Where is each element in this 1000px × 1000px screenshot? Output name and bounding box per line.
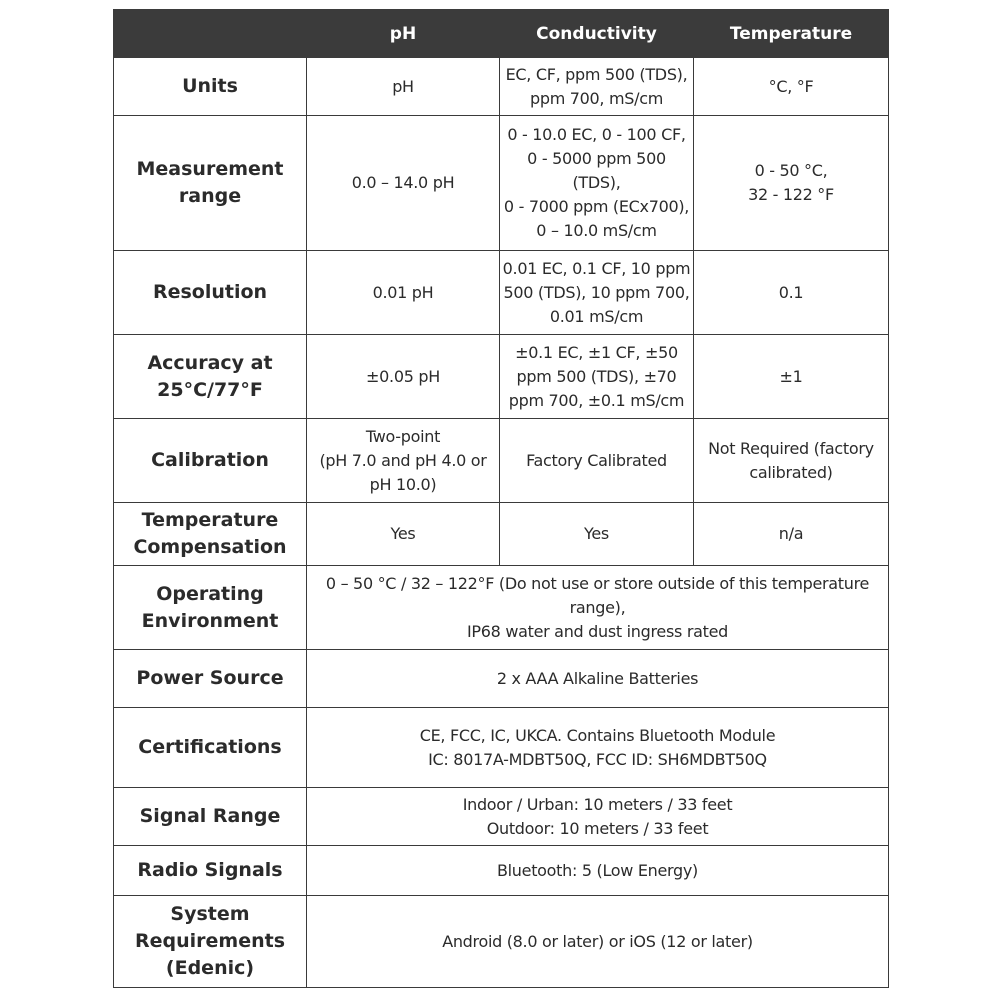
row-label-system-requirements: System Requirements (Edenic) bbox=[114, 896, 307, 988]
table-row-measurement-range bbox=[114, 116, 889, 251]
table-row-units bbox=[114, 58, 889, 116]
cell-units-ph: pH bbox=[307, 58, 500, 116]
row-label-temperature-compensation: Temperature Compensation bbox=[114, 503, 307, 566]
cell-calibration-ph: Two-point (pH 7.0 and pH 4.0 or pH 10.0) bbox=[307, 419, 500, 503]
row-label-resolution: Resolution bbox=[114, 251, 307, 335]
cell-calibration-conductivity: Factory Calibrated bbox=[500, 419, 694, 503]
header-row bbox=[114, 10, 889, 58]
table-row-signal-range bbox=[114, 788, 889, 846]
row-label-measurement-range: Measurement range bbox=[114, 116, 307, 251]
table-row-accuracy bbox=[114, 335, 889, 419]
row-label-certifications: Certifications bbox=[114, 708, 307, 788]
table-row-certifications bbox=[114, 708, 889, 788]
cell-signal-range: Indoor / Urban: 10 meters / 33 feet Outdoor: 10 meters / 33 feet bbox=[307, 788, 889, 846]
table-row-calibration bbox=[114, 419, 889, 503]
cell-calibration-temperature: Not Required (factory calibrated) bbox=[694, 419, 889, 503]
table-row-temperature-compensation bbox=[114, 503, 889, 566]
row-label-units: Units bbox=[114, 58, 307, 116]
cell-range-conductivity: 0 - 10.0 EC, 0 - 100 CF, 0 - 5000 ppm 500 (TDS), 0 - 7000 ppm (ECx700), 0 – 10.0 mS/cm bbox=[500, 116, 694, 251]
table-row-system-requirements bbox=[114, 896, 889, 988]
spec-table bbox=[113, 9, 889, 988]
row-label-power-source: Power Source bbox=[114, 650, 307, 708]
cell-range-temperature: 0 - 50 °C, 32 - 122 °F bbox=[694, 116, 889, 251]
cell-units-conductivity: EC, CF, ppm 500 (TDS), ppm 700, mS/cm bbox=[500, 58, 694, 116]
row-label-signal-range: Signal Range bbox=[114, 788, 307, 846]
table-row-radio-signals bbox=[114, 846, 889, 896]
row-label-operating-environment: Operating Environment bbox=[114, 566, 307, 650]
cell-compensation-temperature: n/a bbox=[694, 503, 889, 566]
col-header-temperature: Temperature bbox=[694, 10, 889, 58]
cell-compensation-ph: Yes bbox=[307, 503, 500, 566]
cell-certifications: CE, FCC, IC, UKCA. Contains Bluetooth Module IC: 8017A-MDBT50Q, FCC ID: SH6MDBT50Q bbox=[307, 708, 889, 788]
cell-accuracy-ph: ±0.05 pH bbox=[307, 335, 500, 419]
row-label-radio-signals: Radio Signals bbox=[114, 846, 307, 896]
cell-system-requirements: Android (8.0 or later) or iOS (12 or later) bbox=[307, 896, 889, 988]
table-row-operating-environment bbox=[114, 566, 889, 650]
row-label-accuracy: Accuracy at 25°C/77°F bbox=[114, 335, 307, 419]
row-label-calibration: Calibration bbox=[114, 419, 307, 503]
cell-units-temperature: °C, °F bbox=[694, 58, 889, 116]
cell-accuracy-conductivity: ±0.1 EC, ±1 CF, ±50 ppm 500 (TDS), ±70 ppm 700, ±0.1 mS/cm bbox=[500, 335, 694, 419]
col-header-conductivity: Conductivity bbox=[500, 10, 694, 58]
cell-resolution-conductivity: 0.01 EC, 0.1 CF, 10 ppm 500 (TDS), 10 ppm 700, 0.01 mS/cm bbox=[500, 251, 694, 335]
table-row-resolution bbox=[114, 251, 889, 335]
cell-radio-signals: Bluetooth: 5 (Low Energy) bbox=[307, 846, 889, 896]
header-corner bbox=[114, 10, 307, 58]
cell-operating-environment: 0 – 50 °C / 32 – 122°F (Do not use or store outside of this temperature range), IP68 water and dust ingress rated bbox=[307, 566, 889, 650]
cell-power-source: 2 x AAA Alkaline Batteries bbox=[307, 650, 889, 708]
table-row-power-source bbox=[114, 650, 889, 708]
cell-resolution-ph: 0.01 pH bbox=[307, 251, 500, 335]
col-header-ph: pH bbox=[307, 10, 500, 58]
cell-compensation-conductivity: Yes bbox=[500, 503, 694, 566]
cell-resolution-temperature: 0.1 bbox=[694, 251, 889, 335]
cell-accuracy-temperature: ±1 bbox=[694, 335, 889, 419]
cell-range-ph: 0.0 – 14.0 pH bbox=[307, 116, 500, 251]
